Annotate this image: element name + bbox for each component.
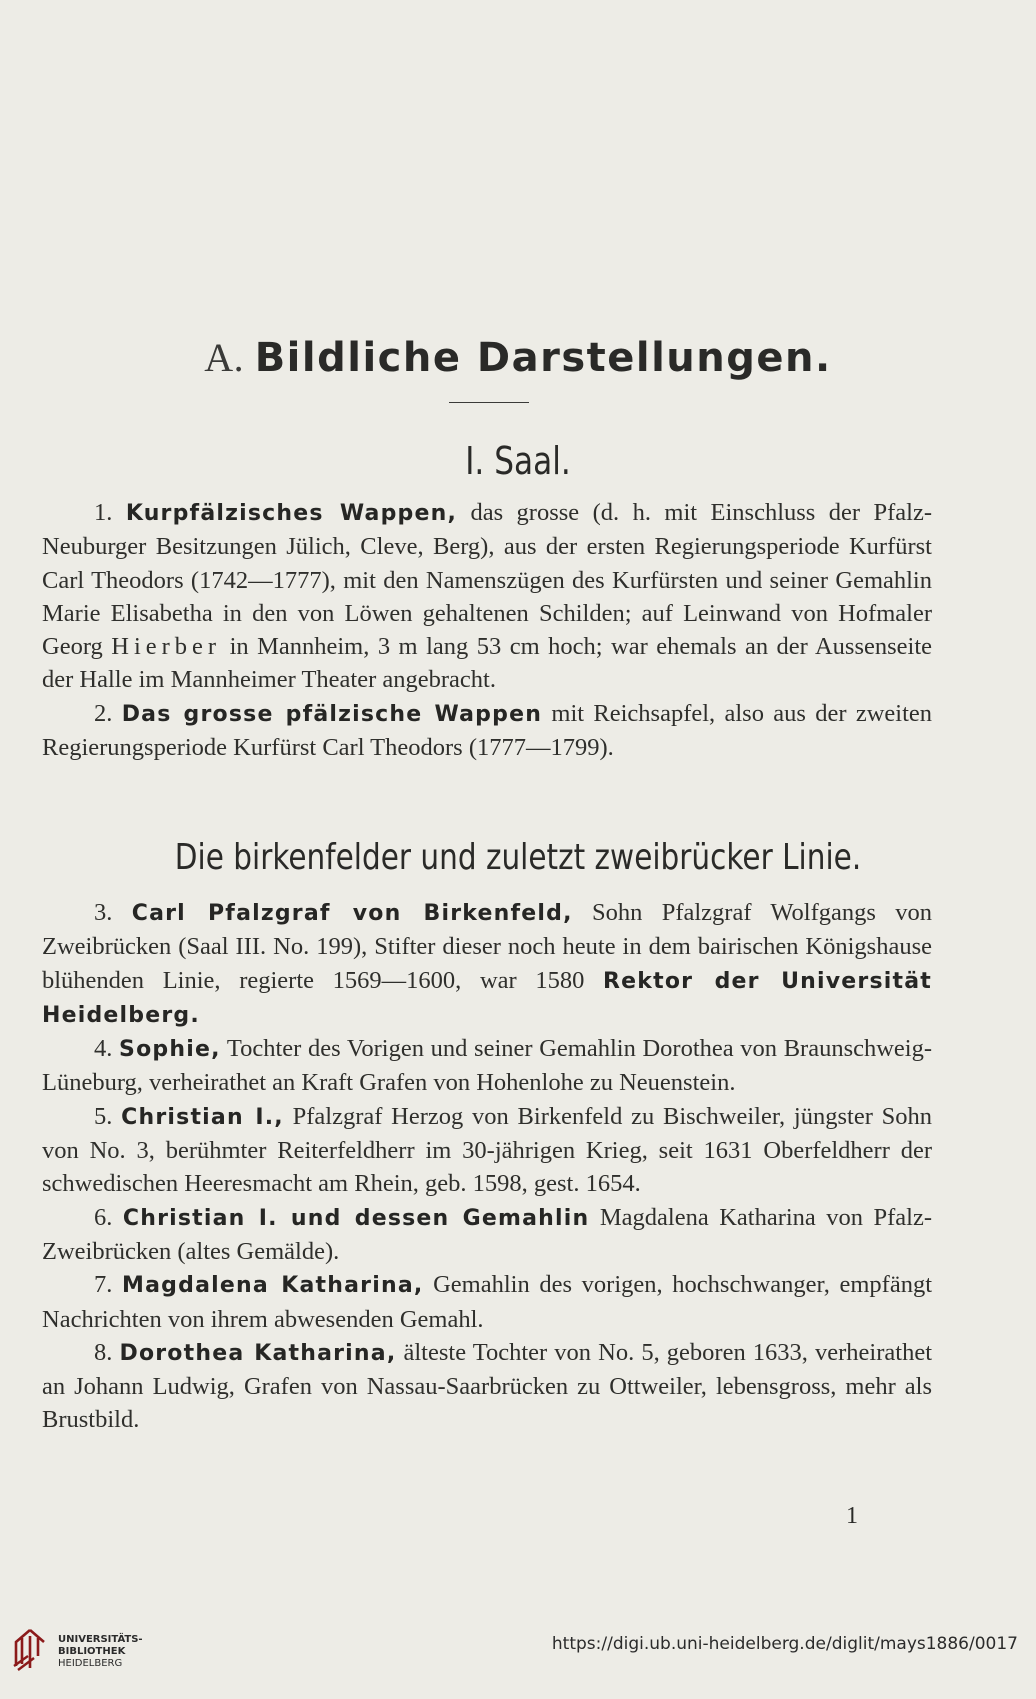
entry-text: älteste Tochter von No. 5, geboren 1633, verheirathet an Johann Ludwig, Grafen von Nassau-Saarbrücken zu Ottweiler, lebensgross, mehr als Brustbild. [42,1338,933,1434]
entries-block-1 [42,496,932,764]
entry-4 [42,1032,932,1100]
subsection-heading: Die birkenfelder und zuletzt zweibrücker Linie. [174,837,862,878]
entries-block-2 [42,896,932,1437]
entry-title: Das grosse pfälzische Wappen [121,701,543,727]
entry-title: Kurpfälzisches Wappen, [125,501,458,526]
entry-number: 7. [94,1271,113,1299]
entry-number: 8. [94,1338,113,1366]
entry-bold-text: Rektor der Universität Heidelberg. [42,968,932,1028]
page-number: 1 [846,1503,858,1529]
source-url-link[interactable]: https://digi.ub.uni-heidelberg.de/diglit/mays1886/0017 [551,1634,1018,1654]
library-line-1: UNIVERSITÄTS- [58,1634,143,1645]
entry-3 [42,896,932,1032]
section-heading [0,334,1036,382]
section-letter: A. [204,335,245,380]
entry-title: Magdalena Katharina, [122,1273,424,1299]
entry-text: Sohn Pfalzgraf Wolfgangs von Zweibrücken (Saal III. No. 199), Stifter dieser noch heute in dem bairischen Königshause blühenden Linie, regierte 1569—1600, war 1580 [42,899,932,994]
heading-divider [449,402,529,403]
entry-text: mit Reichsapfel, also aus der zweiten Regierungsperiode Kurfürst Carl Theodors (1777—1799). [42,699,933,762]
entry-number: 5. [94,1102,113,1130]
entry-number: 6. [94,1203,113,1231]
ub-heidelberg-logo-icon [10,1626,50,1672]
entry-7 [42,1268,932,1336]
entry-1 [42,496,932,697]
entry-title: Dorothea Katharina, [119,1340,397,1366]
entry-text: das grosse (d. h. mit Einschluss der Pfalz-Neuburger Besitzungen Jülich, Cleve, Berg), aus der ersten Regierungsperiode Kurfürst Carl Theodors (1742—1777), mit den Namenszügen des Kurfürsten und seiner Gemahlin Marie Elisabetha in den von Löwen gehaltenen Schilden; auf Leinwand von Hofmaler Georg [42,499,932,661]
entry-title: Christian I., [121,1104,284,1130]
room-heading: I. Saal. [465,439,571,483]
entry-title: Carl Pfalzgraf von Birkenfeld, [131,901,573,926]
entry-number: 1. [94,499,113,526]
entry-text: Pfalzgraf Herzog von Birkenfeld zu Bischweiler, jüngster Sohn von No. 3, berühmter Reiterfeldherr im 30-jährigen Krieg, seit 1631 Oberfeldherr der schwedischen Heeresmacht am Rhein, geb. 1598, gest. 1654. [42,1102,933,1198]
entry-number: 3. [94,899,113,926]
entry-text: in Mannheim, 3 m lang 53 cm hoch; war ehemals an der Aussenseite der Halle im Mannheimer Theater angebracht. [42,633,932,694]
library-line-2: BIBLIOTHEK [58,1646,126,1657]
painter-name: Hierber [111,633,222,661]
library-name [58,1634,143,1670]
entry-2 [42,697,932,765]
entry-number: 2. [94,699,113,727]
entry-text: Magdalena Katharina von Pfalz-Zweibrücken (altes Gemälde). [42,1203,932,1265]
entry-5 [42,1100,932,1201]
entry-text: Tochter des Vorigen und seiner Gemahlin Dorothea von Braunschweig-Lüneburg, verheirathet an Kraft Grafen von Hohenlohe zu Neuenstein. [42,1035,933,1097]
entry-number: 4. [94,1035,113,1063]
library-line-3: HEIDELBERG [58,1658,123,1669]
entry-text: Gemahlin des vorigen, hochschwanger, empfängt Nachrichten von ihrem abwesenden Gemahl. [42,1271,932,1333]
entry-8 [42,1336,932,1437]
section-title: Bildliche Darstellungen. [254,335,832,381]
entry-title: Christian I. und dessen Gemahlin [122,1205,590,1231]
entry-title: Sophie, [119,1037,221,1063]
entry-6 [42,1201,932,1269]
